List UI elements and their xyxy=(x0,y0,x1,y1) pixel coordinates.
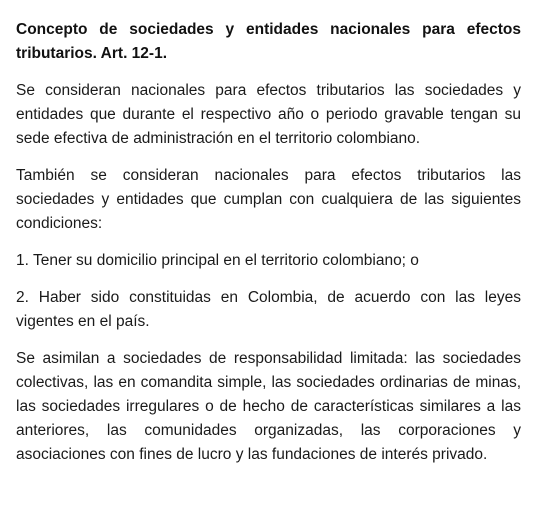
paragraph-asimilan: Se asimilan a sociedades de responsabilidad limitada: las sociedades colectivas, las en comandita simple, las sociedades ordinarias de minas, las sociedades irregulares o de hecho de características similares a las anteriores, las comunidades organizadas, las corporaciones y asociaciones con fines de lucro y las fundaciones de interés privado. xyxy=(16,350,521,463)
condition-item-1: 1. Tener su domicilio principal en el territorio colombiano; o xyxy=(16,252,419,269)
document-body xyxy=(16,18,521,480)
condition-item-2: 2. Haber sido constituidas en Colombia, de acuerdo con las leyes vigentes en el país. xyxy=(16,289,521,330)
document-title: Concepto de sociedades y entidades nacionales para efectos tributarios. Art. 12-1. xyxy=(16,21,521,62)
paragraph-sede-efectiva: Se consideran nacionales para efectos tributarios las sociedades y entidades que durante el respectivo año o periodo gravable tengan su sede efectiva de administración en el territorio colombiano. xyxy=(16,82,521,147)
paragraph-condiciones: También se consideran nacionales para efectos tributarios las sociedades y entidades que cumplan con cualquiera de las siguientes condiciones: xyxy=(16,167,521,232)
